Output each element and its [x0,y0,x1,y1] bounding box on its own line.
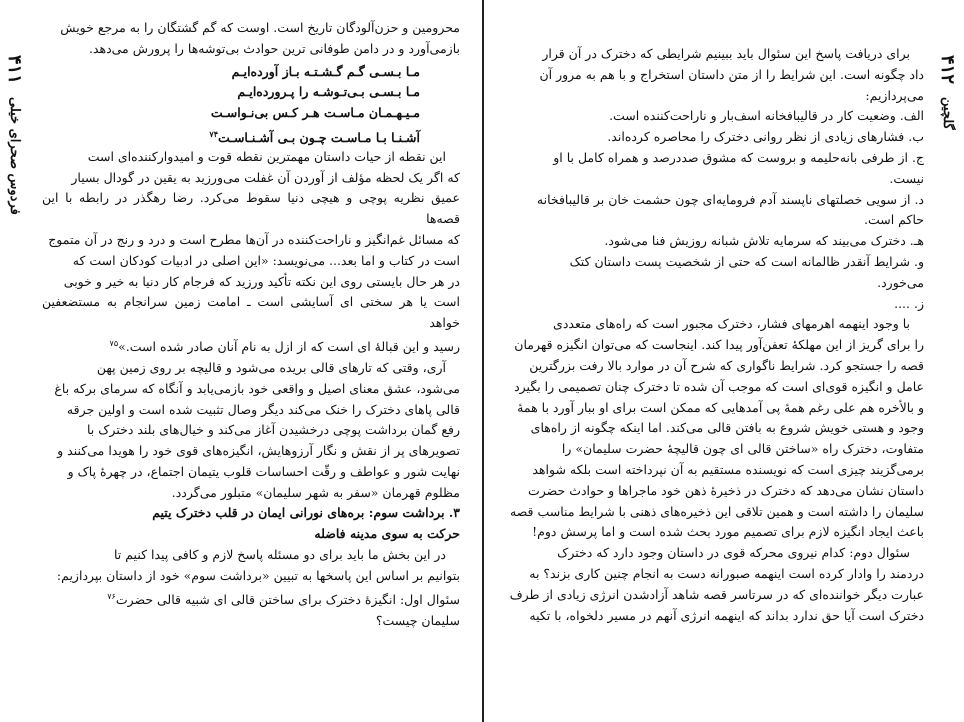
text-line: باعث ایجاد انگیزه لازم برای تصمیم مورد بحث شده است و اما پرسش دوم! [532,524,924,540]
right-running-header [937,55,958,129]
text-line: و بالأخره هم علی رغم همهٔ پی آمدهایی که ممکن است برای او ببار آورد با همهٔ [517,399,924,415]
left-page-number: ۴۱۱ [4,55,25,85]
text-line: برای دریافت پاسخ این سئوال باید ببینیم شرایطی که دخترک در آن قرار [542,46,910,61]
text-line: دردمند را وادار کرده است اینهمه صبورانه دست به انجام چنین کاری بزند؟ به [529,565,924,581]
list-item: ج. از طرفی بانه‌حلیمه و بروست که مشوق صددرصد و همراه کامل با او [553,149,924,165]
left-running-head: فردوس صحرای خیلی [7,96,22,215]
right-page-number: ۴۱۲ [937,55,958,85]
text-line: متفاوت، دخترک راه «ساختن قالی ای چون قالیچهٔ حضرت سلیمان» را [561,441,924,457]
text-line: قصه را جستجو کرد. شرایط ناگواری که شرح آن در موارد بالا رفت بزرگترین [529,357,924,373]
text-line: نهایت شور و عواطف و رقّت احساسات قلوب یتیمان اجتماع، در چهرهٔ پاک و [67,463,460,479]
text-line: را برای گریز از این مهلکهٔ تعفن‌آور پیدا کند. اینجاست که می‌توان انگیزه قهرمان [514,337,924,353]
text-line: عبارت دیگر خواننده‌ای که در سرتاسر قصه شاهد آزادشدن انرژی زیادی از طرف [509,586,924,602]
text-line: سلیمان را داشته است و همین تلاقی این ذخیره‌های ذهنی با شرایط مناسب قصه [510,503,924,519]
text-line: با وجود اینهمه اهرمهای فشار، دخترک مجبور است که راه‌های متعددی [553,316,910,332]
list-item: و. شرایط آنقدر ظالمانه است که حتی از شخصیت پست داستان کتک [569,253,924,269]
text-line: محرومین و حزن‌آلودگان تاریخ است. اوست که گم گشتگان را به مرجع خویش [60,20,460,35]
right-page-text [504,44,924,626]
footnote-marker: ۷۵ [109,338,119,348]
poem [42,62,420,145]
poem-line: مـا بـسـی گـم گـشـتـه بـاز آورده‌ایـم [231,63,420,79]
text-line-last: رسید و این قبالهٔ ای است که از ازل به نام آنان صادر شده است.»$^{۷۵}$ [109,338,460,355]
text-line: سلیمان چیست؟ [375,612,460,628]
section-subheading: حرکت به سوی مدینه فاضله [314,526,460,542]
list-item: د. از سویی خصلتهای ناپسند آدم فرومایه‌ای چون حشمت خان بر قالیبافخانه [536,191,924,207]
text-line: سئوال دوم: کدام نیروی محرکه قوی در داستان وجود دارد که دخترک [557,545,910,561]
text-line: این نقطه از حیات داستان مهمترین نقطه قوت و امیدوارکننده‌ای است [87,148,446,164]
list-item-continuation: حاکم است. [864,212,924,228]
footnote-marker: ۷۴ [209,128,219,139]
text-line: بازمی‌آورد و در دامن طوفانی ترین حوادث بی‌توشه‌ها را پرورش می‌دهد. [88,40,460,56]
left-page-text [42,18,460,631]
right-page [484,0,964,722]
text-line: در این بخش ما باید برای دو مسئله پاسخ لازم و کافی پیدا کنیم تا [113,547,446,563]
text-line: عمیق نظریه پوچی و هیچی دنیا سقوط می‌کرد. رضا رهگذر در رابطه با این قصه‌ها [42,190,460,227]
text-line: سئوال اول: انگیزهٔ دخترک برای ساختن قالی ای شبیه قالی حضرت$^{۷۶}$ [107,591,460,607]
list-item: الف. وضعیت کار در قالیبافخانه اسف‌بار و ناراحت‌کننده است. [609,108,924,124]
text-line: است در کتاب و اما بعد... می‌نویسد: «این اصلی در ادبیات کودکان است که [72,252,460,268]
text-line: قالی پاهای دخترک را خنک می‌کند دیگر وصال تثبیت شده است و اولین جرقه [66,401,460,417]
list-item-continuation: نیست. [889,170,924,186]
list-item: ب. فشارهای زیادی از نظر روانی دخترک را محاصره کرده‌اند. [607,129,924,145]
poem-line: مـا بـسـی بـی‌تـوشـه را پـرورده‌ایـم [237,84,420,100]
left-running-header [4,55,25,214]
text-line: مظلوم قهرمان «سفر به شهر سلیمان» متبلور می‌گردد. [171,484,460,500]
list-item-continuation: می‌خورد. [877,274,924,290]
text-line: داد چگونه است. این شرایط را از متن داستان استخراج و با هم به مرور آن [539,66,924,82]
list-item: هـ. دخترک می‌بیند که سرمایه تلاش شبانه روزیش فنا می‌شود. [604,233,924,249]
text-line: برمی‌گزیند چیزی است که نویسنده مستقیم به آن نپرداخته است بلکه شواهد [532,461,924,477]
text-line: آری، وقتی که تارهای قالی بریده می‌شود و قالیچه بر روی زمین پهن [96,359,446,375]
text-line: تصویرهای پر از نقش و نگار آرزوهایش، انگیزه‌های قوی خود را هویدا می‌کنند و [57,443,460,459]
right-running-head: گلچین [940,96,955,130]
text-line: وجود و هستی خویش شروع به بافتن قالی می‌کند. اما اینکه چگونه از راه‌های [530,420,924,436]
text-line: است یا هر سختی ای آسایشی است ـ امامت زمین سرانجام به مستضعفین خواهد [42,294,460,331]
text-line: عامل و انگیزه قوی‌ای است که موجب آن شده تا دخترک چنان تصمیمی را بگیرد [514,378,924,394]
poem-line: مـیـهـمـان مـاسـت هـر کـس بی‌نـواسـت [210,105,420,121]
text-line: رفع گمان برداشت پوچی درخشیدن آغاز می‌کند و خیال‌های بلند دخترک با [86,422,460,438]
text-line: می‌شود، عشق معنای اصیل و واقعی خود بازمی‌یابد و آنگاه که سرمای برکه باغ [54,380,460,396]
text-line: بتوانیم بر اساس این پاسخها به تبیین «برداشت سوم» خود از داستان بپردازیم: [56,567,460,583]
text-line: دخترک است آیا حق ندارد بداند که اینهمه انرژی آنهم در مسیر دلخواه، با تکیه [529,607,924,623]
text-line: که اگر یک لحظه مؤلف از آوردن آن غفلت می‌ورزید به یقین در گودال بسیار [71,169,460,185]
text-line: که مسائل غم‌انگیز و ناراحت‌کننده در آن‌ها مطرح است و درد و رنج در آن متموج [48,231,460,247]
poem-line-last: آشـنـا بـا مـاسـت چـون بـی آشـنـاسـت$^{۷۴}$ [209,128,420,146]
text-line: داستان نشان می‌دهد که دخترک در ذخیرهٔ ذهن خود ماجراها و حوادث حضرت [527,482,924,498]
text-line: در هر حال بایستی روی این نکته تأکید ورزید که فرجام کار دنیا به خیر و خوبی [63,273,460,289]
text-line: می‌پردازیم: [865,87,924,103]
list-item: ز. .... [894,295,924,311]
footnote-marker: ۷۶ [107,591,116,601]
section-heading: ۳. برداشت سوم: بره‌های نورانی ایمان در قلب دخترک یتیم [152,505,460,521]
